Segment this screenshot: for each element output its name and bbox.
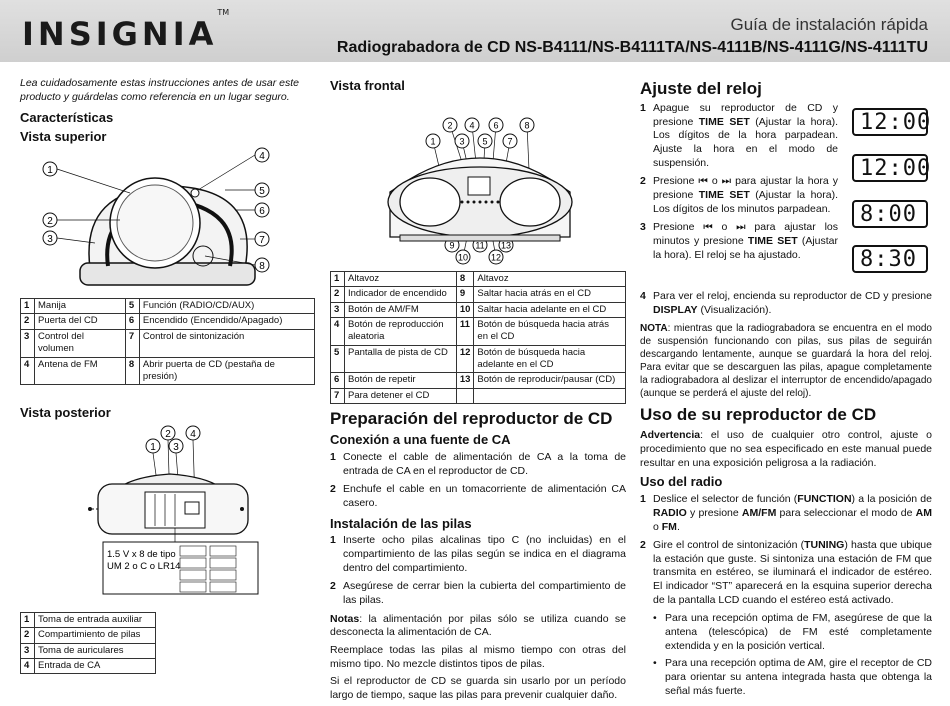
table-cell: 7 (331, 388, 345, 403)
table-cell: Saltar hacia atrás en el CD (474, 287, 626, 302)
radio-step-1: 1 Deslice el selector de función (FUNCTION) a la posición de RADIO y presione AM/FM para seleccionar el modo de AM o FM. (640, 493, 933, 533)
svg-text:6: 6 (493, 120, 499, 131)
svg-text:5: 5 (259, 186, 265, 198)
table-cell: Manija (35, 299, 126, 314)
replace-paragraph: Reemplace todas las pilas al mismo tiempo con otras del mismo tipo. No mezcle distintos tipos de pilas. (330, 643, 626, 670)
svg-text:3: 3 (47, 234, 53, 246)
table-cell: Saltar hacia adelante en el CD (474, 302, 626, 317)
table-cell: 2 (331, 287, 345, 302)
svg-text:1: 1 (430, 136, 436, 147)
svg-text:6: 6 (259, 206, 265, 218)
table-cell: 4 (21, 357, 35, 385)
table-cell: 1 (21, 613, 35, 628)
table-cell: 3 (21, 643, 35, 658)
radio-step-2: 2 Gire el control de sintonización (TUNING) hasta que ubique la estación que guste. Si sintoniza una estación de FM que transmita en estéreo, se iluminará el indicador de estéreo. El indicador “ST” aparecerá en la esquina superior derecha de la pantalla LCD cuando el estéreo está activado. (640, 539, 932, 606)
svg-text:7: 7 (507, 136, 513, 147)
svg-text:UM 2 o C o LR14: UM 2 o C o LR14 (107, 561, 181, 573)
top-callout-1 (43, 162, 130, 193)
table-cell: 1 (331, 271, 345, 286)
table-cell: Botón de reproducción aleatoria (345, 317, 457, 345)
header-title (337, 14, 928, 59)
table-cell: Abrir puerta de CD (pestaña de presión) (139, 357, 314, 385)
svg-text:2: 2 (165, 429, 171, 441)
table-row (21, 613, 156, 628)
clock-step-1: 1 Apague su reproductor de CD y presione TIME SET (Ajustar la hora). Los dígitos de la hora parpadean. Ajuste la hora en el modo de suspensión. (640, 102, 839, 169)
svg-text:9: 9 (449, 240, 455, 251)
table-cell: Control del volumen (35, 329, 126, 357)
top-view-table (20, 298, 315, 385)
svg-text:11: 11 (475, 240, 485, 251)
table-cell: Entrada de CA (35, 659, 156, 674)
features-heading: Características (20, 110, 114, 126)
table-cell: Encendido (Encendido/Apagado) (139, 314, 314, 329)
table-cell: Compartimiento de pilas (35, 628, 156, 643)
table-row (331, 302, 626, 317)
table-cell: Altavoz (474, 271, 626, 286)
table-cell: 4 (21, 659, 35, 674)
am-bullet: • Para una recepción optima de AM, gire el receptor de CD para orientar su antena integrada hasta que obtenga la señal más fuerte. (653, 657, 932, 697)
rear-view-table (20, 612, 156, 674)
step-item: 1 Conecte el cable de alimentación de CA a la toma de entrada de CA en el reproductor de CD. (330, 450, 626, 477)
table-cell: 8 (456, 271, 474, 286)
lcd-display-2: 12:00 (852, 154, 928, 182)
svg-text:2: 2 (47, 216, 53, 228)
table-cell: Botón de reproducir/pausar (CD) (474, 373, 626, 388)
front-view-heading: Vista frontal (330, 78, 405, 93)
lcd-display-3: 8:00 (852, 200, 928, 228)
ac-steps (330, 451, 626, 511)
table-cell: 12 (456, 345, 474, 373)
front-view-diagram (330, 97, 626, 269)
table-cell: Función (RADIO/CD/AUX) (139, 299, 314, 314)
top-callout-5 (225, 183, 269, 197)
use-heading: Uso de su reproductor de CD (640, 405, 877, 425)
svg-text:5: 5 (482, 136, 488, 147)
svg-text:12: 12 (490, 252, 502, 263)
table-cell: 11 (456, 317, 474, 345)
table-row (21, 628, 156, 643)
table-cell: 3 (331, 302, 345, 317)
lcd-display-1: 12:00 (852, 108, 928, 136)
svg-text:2: 2 (447, 120, 453, 131)
table-cell: Antena de FM (35, 357, 126, 385)
column-left (20, 76, 315, 674)
table-cell: Botón de AM/FM (345, 302, 457, 317)
table-cell: 4 (331, 317, 345, 345)
table-row (331, 345, 626, 373)
svg-text:4: 4 (259, 151, 265, 163)
ac-heading: Conexión a una fuente de CA (330, 432, 511, 448)
top-callout-3 (43, 231, 95, 245)
step-item: 2 Asegúrese de cerrar bien la cubierta del compartimiento de las pilas. (330, 580, 626, 606)
table-cell: Indicador de encendido (345, 287, 457, 302)
warning-paragraph: Advertencia: el uso de cualquier otro control, ajuste o procedimiento que no sea especificado en este manual puede resultar en una exposición peligrosa a la radiación. (640, 429, 932, 469)
clock-steps (640, 102, 838, 262)
table-cell: 6 (125, 314, 139, 329)
svg-text:10: 10 (457, 252, 469, 263)
table-row (21, 357, 315, 385)
notes-paragraph: Notas: la alimentación por pilas sólo se utiliza cuando se desconecta la alimentación de CA. (330, 612, 626, 639)
table-row (21, 643, 156, 658)
table-cell: Toma de entrada auxiliar (35, 613, 156, 628)
table-cell: Botón de repetir (345, 373, 457, 388)
table-cell: 2 (21, 628, 35, 643)
table-cell: 13 (456, 373, 474, 388)
svg-text:1: 1 (150, 442, 156, 454)
intro-text: Lea cuidadosamente estas instrucciones antes de usar este producto y guárdelas como referencia en un lugar seguro. (20, 77, 300, 104)
table-cell: Pantalla de pista de CD (345, 345, 457, 373)
table-cell: Botón de búsqueda hacia atrás en el CD (474, 317, 626, 345)
step-item: 1 Inserte ocho pilas alcalinas tipo C (no incluidas) en el compartimiento de las pilas según se indica en el diagrama dentro del compartimiento. (330, 534, 626, 574)
table-cell: Para detener el CD (345, 388, 457, 403)
table-cell: 5 (125, 299, 139, 314)
table-row (21, 659, 156, 674)
table-cell: 10 (456, 302, 474, 317)
doc-type: Guía de instalación rápida (730, 15, 928, 34)
battery-steps (330, 534, 626, 607)
svg-text:4: 4 (469, 120, 475, 131)
brand-logo: INSIGNIA™ (22, 8, 230, 53)
table-cell: Puerta del CD (35, 314, 126, 329)
clock-heading: Ajuste del reloj (640, 79, 762, 98)
svg-text:8: 8 (524, 120, 530, 131)
clock-note: NOTA: mientras que la radiograbadora se encuentra en el modo de suspensión funcionando con pilas, sus pilas de seguirán descargando lentamente, aunque se guardará la hora del reloj. Para evitar que se descarguen las pilas, apague completamente la radiograbadora al deslizar el interruptor de encendido/apagado (aunque se perderá el ajuste del reloj). (640, 323, 932, 400)
table-cell: Altavoz (345, 271, 457, 286)
table-cell: Toma de auriculares (35, 643, 156, 658)
svg-text:1.5 V x 8 de tipo: 1.5 V x 8 de tipo (107, 549, 176, 561)
table-cell: 9 (456, 287, 474, 302)
radio-heading: Uso del radio (640, 474, 723, 490)
table-row (21, 314, 315, 329)
svg-text:3: 3 (173, 442, 179, 454)
rear-view-diagram (20, 424, 315, 614)
column-middle (330, 76, 626, 706)
table-row (21, 299, 315, 314)
table-cell: 2 (21, 314, 35, 329)
table-cell (456, 388, 474, 403)
fm-bullet: • Para una recepción optima de FM, asegúrese de que la antena (telescópica) de FM esté completamente extendida y en la posición vertical. (653, 612, 932, 652)
top-view-diagram (20, 148, 315, 298)
table-row (331, 287, 626, 302)
table-row (331, 271, 626, 286)
table-row (331, 317, 626, 345)
table-cell: Botón de búsqueda hacia adelante en el CD (474, 345, 626, 373)
table-cell: 6 (331, 373, 345, 388)
svg-text:3: 3 (459, 136, 465, 147)
table-cell: Control de sintonización (139, 329, 314, 357)
svg-text:13: 13 (500, 240, 512, 251)
clock-step-3: 3 Presione ⏮ o ⏭ para ajustar los minutos y presione TIME SET (Ajustar la hora). El reloj se ha ajustado. (640, 221, 839, 261)
product-title: Radiograbadora de CD NS-B4111/NS-B4111TA/NS-4111B/NS-4111G/NS-4111TU (336, 39, 928, 57)
svg-text:7: 7 (259, 235, 265, 247)
page-header (0, 0, 950, 62)
table-cell: 1 (21, 299, 35, 314)
svg-text:1: 1 (47, 165, 53, 177)
table-cell: 3 (21, 329, 35, 357)
table-cell (474, 388, 626, 403)
top-view-heading: Vista superior (20, 129, 107, 145)
clock-step-4: 4 Para ver el reloj, encienda su reproductor de CD y presione DISPLAY (Visualización). (640, 290, 932, 316)
column-right (640, 76, 932, 702)
table-cell: 8 (125, 357, 139, 385)
table-row (21, 329, 315, 357)
lcd-display-4: 8:30 (852, 245, 928, 273)
svg-text:8: 8 (259, 261, 265, 273)
svg-text:4: 4 (190, 429, 196, 441)
table-cell: 5 (331, 345, 345, 373)
step-item: 2 Enchufe el cable en un tomacorriente de alimentación CA casero. (330, 483, 626, 509)
rear-view-heading: Vista posterior (20, 405, 111, 421)
battery-heading: Instalación de las pilas (330, 515, 472, 531)
front-view-table (330, 271, 626, 404)
storage-paragraph: Si el reproductor de CD se guarda sin usarlo por un período largo de tiempo, saque las pilas para prevenir cualquier daño. (330, 675, 626, 701)
table-row (331, 373, 626, 388)
table-row (331, 388, 626, 403)
table-cell: 7 (125, 329, 139, 357)
clock-step-2: 2 Presione ⏮ o ⏭ para ajustar la hora y presione TIME SET (Ajustar la hora). Los dígitos de los minutos parpadean. (640, 175, 839, 215)
prep-heading: Preparación del reproductor de CD (330, 408, 613, 428)
